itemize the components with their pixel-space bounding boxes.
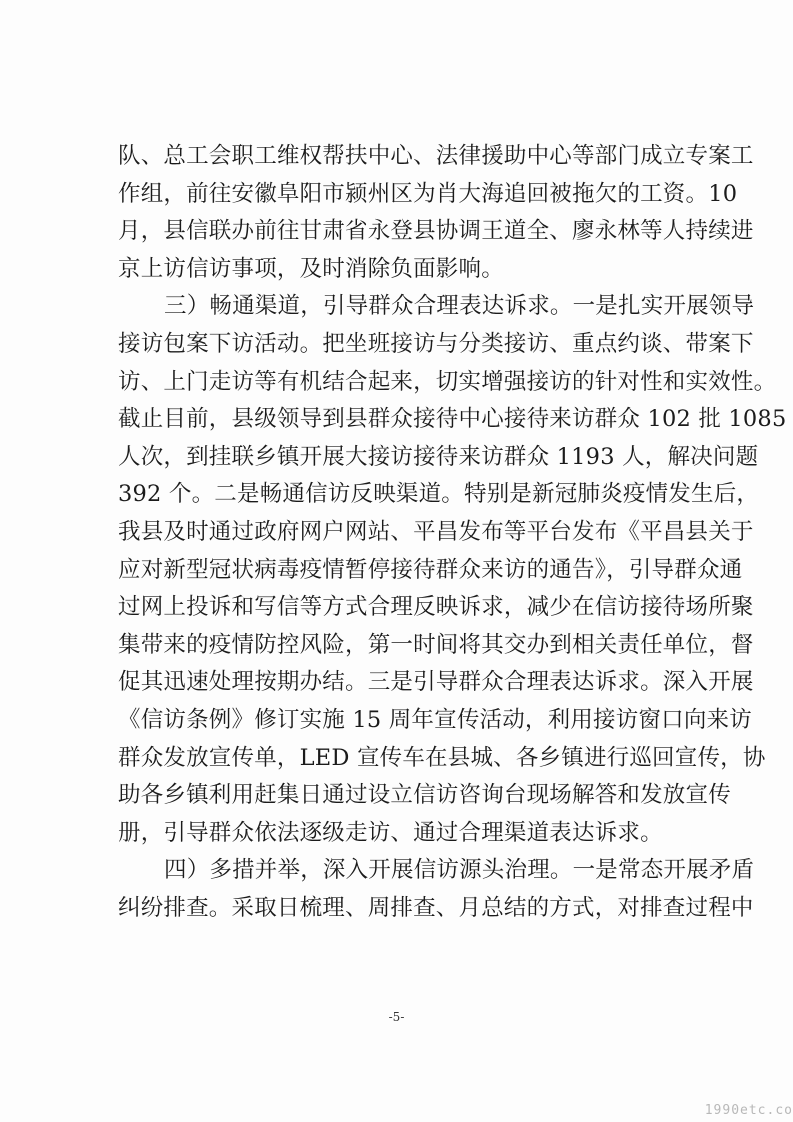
- paragraph-line: 392 个。二是畅通信访反映渠道。特别是新冠肺炎疫情发生后，: [118, 481, 760, 508]
- watermark: 1990etc.co: [704, 1103, 793, 1118]
- page-number: -5-: [388, 1010, 405, 1024]
- paragraph-line: 作组，前往安徽阜阳市颍州区为肖大海追回被拖欠的工资。10: [118, 180, 738, 207]
- paragraph-line: 接访包案下访活动。把坐班接访与分类接访、重点约谈、带案下: [118, 330, 754, 357]
- paragraph-line: 过网上投诉和写信等方式合理反映诉求，减少在信访接待场所聚: [118, 594, 754, 621]
- paragraph-line: 我县及时通过政府网户网站、平昌发布等平台发布《平昌县关于: [118, 518, 754, 545]
- paragraph-line: 《信访条例》修订实施 15 周年宣传活动，利用接访窗口向来访: [118, 706, 752, 733]
- paragraph-line: 队、总工会职工维权帮扶中心、法律援助中心等部门成立专案工: [118, 143, 754, 169]
- section-heading-line: 四）多措并举，深入开展信访源头治理。一是常态开展矛盾: [164, 857, 755, 884]
- paragraph-line: 集带来的疫情防控风险，第一时间将其交办到相关责任单位，督: [118, 631, 754, 658]
- paragraph-line: 册，引导群众依法逐级走访、通过合理渠道表达诉求。: [118, 819, 663, 846]
- paragraph-line: 助各乡镇利用赶集日通过设立信访咨询台现场解答和发放宣传: [118, 782, 731, 809]
- paragraph-line: 京上访信访事项，及时消除负面影响。: [118, 255, 504, 282]
- paragraph-line: 应对新型冠状病毒疫情暂停接待群众来访的通告》，引导群众通: [118, 556, 743, 583]
- paragraph-line: 访、上门走访等有机结合起来，切实增强接访的针对性和实效性。: [118, 368, 777, 395]
- paragraph-line: 月，县信联办前往甘肃省永登县协调王道全、廖永林等人持续进: [118, 218, 754, 245]
- paragraph-line: 截止目前，县级领导到县群众接待中心接待来访群众 102 批 1085: [118, 406, 787, 433]
- section-heading-line: 三）畅通渠道，引导群众合理表达诉求。一是扎实开展领导: [164, 293, 755, 320]
- paragraph-line: 纠纷排查。采取日梳理、周排查、月总结的方式，对排查过程中: [118, 894, 754, 921]
- body-text: [118, 138, 787, 927]
- paragraph-line: 群众发放宣传单，LED 宣传车在县城、各乡镇进行巡回宣传，协: [118, 744, 766, 771]
- paragraph-line: 人次，到挂联乡镇开展大接访接待来访群众 1193 人，解决问题: [118, 443, 759, 470]
- paragraph-line: 促其迅速处理按期办结。三是引导群众合理表达诉求。深入开展: [118, 669, 754, 696]
